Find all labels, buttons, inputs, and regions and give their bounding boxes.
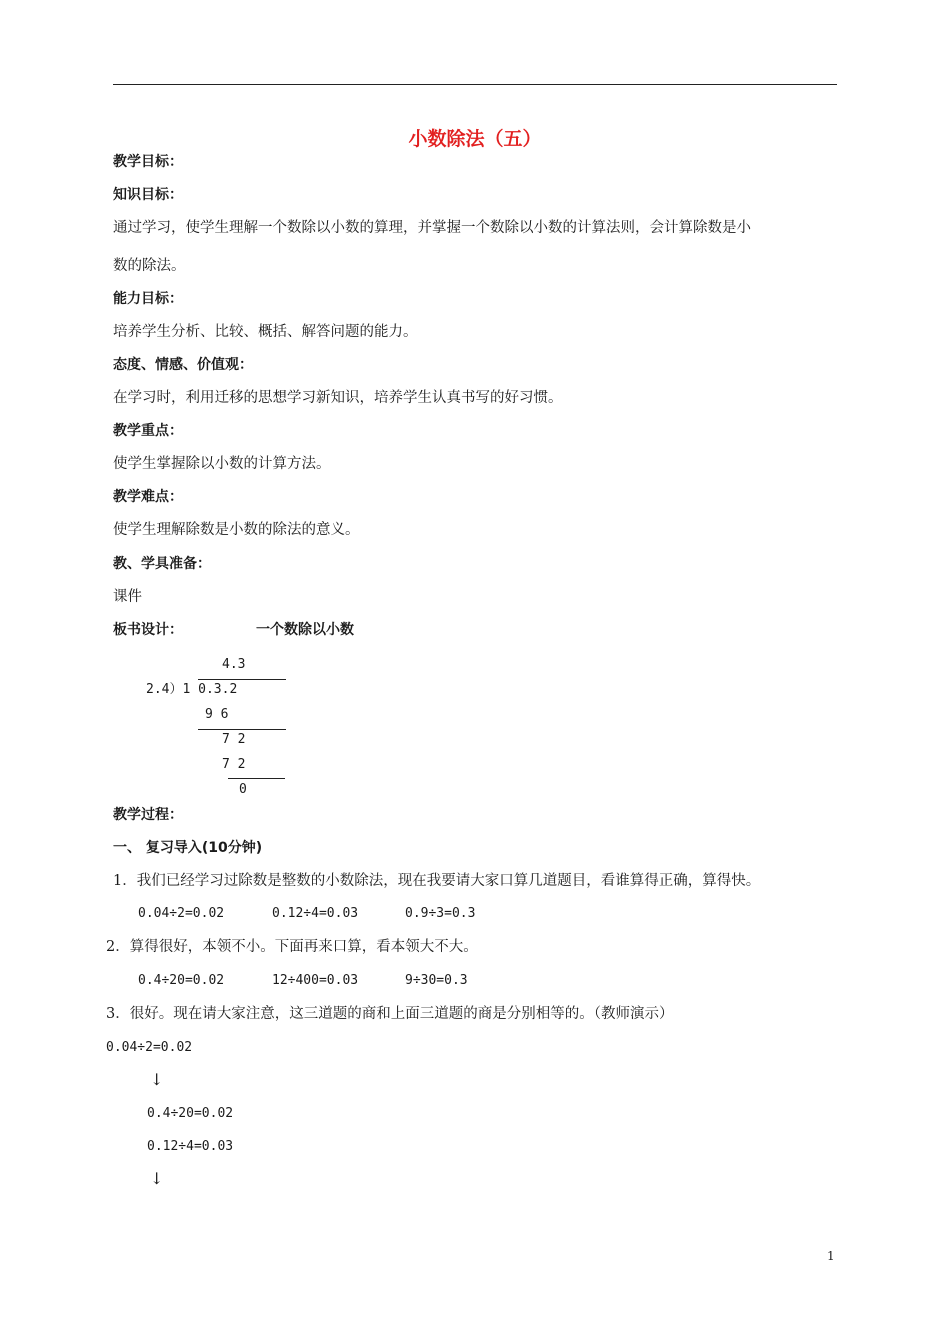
down-arrow-icon-2: ↓ (150, 1169, 164, 1188)
item-2-equation-1: 0.4÷20=0.02 (138, 973, 225, 988)
item-2-equation-3: 9÷30=0.3 (405, 973, 468, 988)
ability-heading: 能力目标： (113, 291, 183, 307)
section-1-heading: 一、 复习导入(10分钟) (113, 840, 263, 856)
goals-heading: 教学目标： (113, 154, 183, 170)
header-rule (113, 84, 837, 85)
process-heading: 教学过程： (113, 807, 183, 823)
page-number: 1 (827, 1249, 835, 1263)
attitude-text: 在学习时，利用迁移的思想学习新知识，培养学生认真书写的好习惯。 (113, 390, 563, 406)
demo-equation-3: 0.12÷4=0.03 (147, 1139, 234, 1154)
item-1-equation-1: 0.04÷2=0.02 (138, 906, 225, 921)
item-1: 1．我们已经学习过除数是整数的小数除法，现在我要请大家口算几道题目，看谁算得正确，算得快。 (113, 873, 761, 889)
board-title: 一个数除以小数 (256, 622, 354, 638)
item-1-equation-3: 0.9÷3=0.3 (405, 906, 476, 921)
ability-text: 培养学生分析、比较、概括、解答问题的能力。 (113, 324, 418, 340)
demo-equation-1: 0.04÷2=0.02 (106, 1040, 193, 1055)
knowledge-heading: 知识目标： (113, 187, 183, 203)
key-text: 使学生掌握除以小数的计算方法。 (113, 456, 331, 472)
demo-equation-2: 0.4÷20=0.02 (147, 1106, 234, 1121)
knowledge-text-line-2: 数的除法。 (113, 258, 186, 274)
page-title: 小数除法（五） (408, 128, 542, 150)
division-step-1: 9 6 (205, 707, 229, 722)
division-bar-2 (228, 778, 285, 779)
item-2: 2．算得很好，本领不小。下面再来口算，看本领大不大。 (106, 939, 478, 955)
item-1-equation-2: 0.12÷4=0.03 (272, 906, 359, 921)
board-heading: 板书设计： (113, 622, 183, 638)
division-step-2: 7 2 (222, 732, 246, 747)
attitude-heading: 态度、情感、价值观： (113, 357, 253, 373)
key-heading: 教学重点： (113, 423, 183, 439)
difficulty-heading: 教学难点： (113, 489, 183, 505)
prep-heading: 教、学具准备： (113, 556, 211, 572)
item-3: 3．很好。现在请大家注意，这三道题的商和上面三道题的商是分别相等的。（教师演示） (106, 1006, 674, 1022)
division-remainder: 0 (239, 782, 247, 797)
difficulty-text: 使学生理解除数是小数的除法的意义。 (113, 522, 360, 538)
down-arrow-icon: ↓ (150, 1070, 164, 1089)
division-quotient: 4.3 (222, 657, 246, 672)
item-2-equation-2: 12÷400=0.03 (272, 973, 359, 988)
division-divisor-dividend: 2.4）1 0.3.2 (146, 682, 238, 697)
division-step-3: 7 2 (222, 757, 246, 772)
knowledge-text-line-1: 通过学习，使学生理解一个数除以小数的算理，并掌握一个数除以小数的计算法则，会计算除数是小 (113, 220, 751, 236)
prep-text: 课件 (113, 589, 142, 605)
